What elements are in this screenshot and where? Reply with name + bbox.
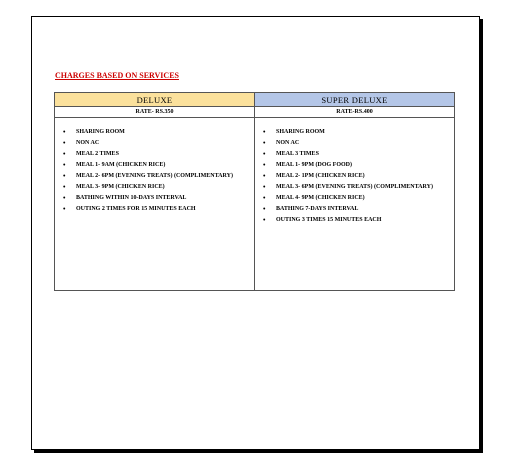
super-deluxe-rate: RATE-RS.400 [255,107,455,118]
list-item: • OUTING 3 TIMES 15 MINUTES EACH [263,215,454,226]
list-item: • MEAL 2- 6PM (EVENING TREATS) (COMPLIMENTARY) [63,171,254,182]
rate-row [55,107,455,118]
super-deluxe-header: SUPER DELUXE [255,93,455,107]
list-item: • SHARING ROOM [263,127,454,138]
list-item: • SHARING ROOM [63,127,254,138]
list-item: • MEAL 4- 9PM (CHICKEN RICE) [263,193,454,204]
list-item: • MEAL 1- 9AM (CHICKEN RICE) [63,160,254,171]
super-deluxe-features-cell [255,118,455,291]
list-item: • MEAL 3- 6PM (EVENING TREATS) (COMPLIMENTARY) [263,182,454,193]
list-item: • MEAL 2 TIMES [63,149,254,160]
list-item: • BATHING WITHIN 10-DAYS INTERVAL [63,193,254,204]
list-item: • MEAL 1- 9PM (DOG FOOD) [263,160,454,171]
list-item: • BATHING 7-DAYS INTERVAL [263,204,454,215]
deluxe-rate: RATE- RS.350 [55,107,255,118]
list-item: • OUTING 2 TIMES FOR 15 MINUTES EACH [63,204,254,215]
deluxe-features-cell [55,118,255,291]
list-item: • NON AC [263,138,454,149]
document-page [31,16,480,450]
list-item: • NON AC [63,138,254,149]
features-row [55,118,455,291]
super-deluxe-features-list [255,118,454,226]
plan-header-row [55,93,455,107]
list-item: • MEAL 2- 1PM (CHICKEN RICE) [263,171,454,182]
charges-heading: CHARGES BASED ON SERVICES [55,71,179,80]
deluxe-header: DELUXE [55,93,255,107]
list-item: • MEAL 3 TIMES [263,149,454,160]
list-item: • MEAL 3- 9PM (CHICKEN RICE) [63,182,254,193]
deluxe-features-list [55,118,254,215]
charges-table [54,92,455,291]
